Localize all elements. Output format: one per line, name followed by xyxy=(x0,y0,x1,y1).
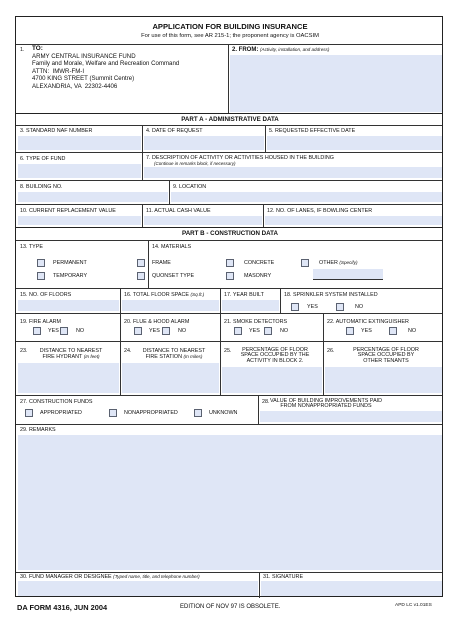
other-label-text: OTHER xyxy=(319,260,338,266)
from-hint: (Activity, installation, and address) xyxy=(260,47,330,52)
nonappropriated-label: NONAPPROPRIATED xyxy=(124,410,178,416)
f26-text: PERCENTAGE OF FLOOR SPACE OCCUPIED BY OTHER TENANTS xyxy=(353,347,419,364)
f22-yes-label: YES xyxy=(361,328,372,334)
f16-label-text: 16. TOTAL FLOOR SPACE xyxy=(124,292,190,298)
f22-yes-checkbox[interactable] xyxy=(346,327,354,335)
f6-label: 6. TYPE OF FUND xyxy=(20,156,66,162)
f19-no-label: NO xyxy=(76,328,85,334)
f26-field[interactable] xyxy=(325,367,442,393)
f31-label: 31. SIGNATURE xyxy=(263,574,304,580)
nonappropriated-checkbox[interactable] xyxy=(109,409,117,417)
signature-field[interactable] xyxy=(261,581,442,596)
f13-label: 13. TYPE xyxy=(20,244,43,250)
concrete-label: CONCRETE xyxy=(244,260,275,266)
f30-hint: (Typed name, title, and telephone number) xyxy=(113,574,200,579)
f19-yes-label: YES xyxy=(48,328,59,334)
f7-label: 7. DESCRIPTION OF ACTIVITY OR ACTIVITIES HOUSED IN THE BUILDING xyxy=(146,155,334,161)
f9-field[interactable] xyxy=(171,192,442,202)
f19-no-checkbox[interactable] xyxy=(60,327,68,335)
f28-text: VALUE OF BUILDING IMPROVEMENTS PAID FROM NONAPPROPRIATED FUNDS xyxy=(269,398,383,410)
f27-label: 27. CONSTRUCTION FUNDS xyxy=(20,399,93,405)
frame-label: FRAME xyxy=(152,260,171,266)
from-label-text: 2. FROM: xyxy=(232,47,259,53)
f7-hint: (Continue in remarks block, if necessary) xyxy=(154,161,236,166)
f5-label: 5. REQUESTED EFFECTIVE DATE xyxy=(269,128,356,134)
f10-field[interactable] xyxy=(18,216,141,225)
part-a-heading: PART A - ADMINISTRATIVE DATA xyxy=(181,116,279,123)
unknown-checkbox[interactable] xyxy=(194,409,202,417)
f3-label: 3. STANDARD NAF NUMBER xyxy=(20,128,93,134)
f11-field[interactable] xyxy=(144,216,262,225)
f19-yes-checkbox[interactable] xyxy=(33,327,41,335)
f18-no-label: NO xyxy=(355,304,364,310)
permanent-label: PERMANENT xyxy=(53,260,87,266)
other-hint: (Specify) xyxy=(339,260,358,265)
edition-note: EDITION OF NOV 97 IS OBSOLETE. xyxy=(180,604,281,610)
from-label xyxy=(232,47,329,53)
f21-no-label: NO xyxy=(280,328,289,334)
to-number: 1. xyxy=(20,47,25,53)
concrete-checkbox[interactable] xyxy=(226,259,234,267)
permanent-checkbox[interactable] xyxy=(37,259,45,267)
f20-yes-checkbox[interactable] xyxy=(134,327,142,335)
f20-yes-label: YES xyxy=(149,328,160,334)
f15-label: 15. NO. OF FLOORS xyxy=(20,292,72,298)
version-note: APD LC v1.01ES xyxy=(395,603,432,608)
f20-no-checkbox[interactable] xyxy=(162,327,170,335)
f24-line2 xyxy=(128,354,220,360)
to-label: TO: xyxy=(32,45,43,52)
f16-field[interactable] xyxy=(122,300,219,311)
f4-field[interactable] xyxy=(144,136,264,150)
part-b-heading: PART B - CONSTRUCTION DATA xyxy=(182,230,278,237)
other-label xyxy=(319,260,358,266)
f21-yes-checkbox[interactable] xyxy=(234,327,242,335)
f12-field[interactable] xyxy=(265,216,442,225)
quonset-checkbox[interactable] xyxy=(137,272,145,280)
f25-field[interactable] xyxy=(222,367,322,393)
f9-label: 9. LOCATION xyxy=(173,184,207,190)
appropriated-label: APPROPRIATED xyxy=(40,410,82,416)
f21-label: 21. SMOKE DETECTORS xyxy=(224,319,288,325)
f11-label: 11. ACTUAL CASH VALUE xyxy=(146,208,211,214)
form-id: DA FORM 4316, JUN 2004 xyxy=(17,603,108,612)
quonset-label: QUONSET TYPE xyxy=(152,273,195,279)
f17-label: 17. YEAR BUILT xyxy=(224,292,264,298)
f8-field[interactable] xyxy=(18,192,168,202)
masonry-label: MASONRY xyxy=(244,273,272,279)
f22-label: 22. AUTOMATIC EXTINGUISHER xyxy=(327,319,409,325)
f18-label: 18. SPRINKLER SYSTEM INSTALLED xyxy=(284,292,378,298)
f30-label xyxy=(20,574,200,580)
f24-line1: DISTANCE TO NEAREST xyxy=(142,348,206,354)
unknown-label: UNKNOWN xyxy=(209,410,238,416)
other-specify-field[interactable] xyxy=(313,269,383,280)
f24-num: 24. xyxy=(124,348,132,354)
f16-hint: (Sq.ft.) xyxy=(190,292,205,297)
f28-field[interactable] xyxy=(260,411,442,422)
f29-label: 29. REMARKS xyxy=(20,427,56,433)
f5-field[interactable] xyxy=(267,136,442,150)
other-checkbox[interactable] xyxy=(301,259,309,267)
f25-text: PERCENTAGE OF FLOOR SPACE OCCUPIED BY THE ACTIVITY IN BLOCK 2. xyxy=(240,347,310,364)
remarks-field[interactable] xyxy=(18,435,442,570)
f23-hint: (In feet) xyxy=(83,354,100,359)
appropriated-checkbox[interactable] xyxy=(25,409,33,417)
f10-label: 10. CURRENT REPLACEMENT VALUE xyxy=(20,208,116,214)
f25-num: 25. xyxy=(224,348,232,354)
masonry-checkbox[interactable] xyxy=(226,272,234,280)
f18-no-checkbox[interactable] xyxy=(336,303,344,311)
f21-yes-label: YES xyxy=(249,328,260,334)
f30-field[interactable] xyxy=(18,581,258,596)
f20-no-label: NO xyxy=(178,328,187,334)
from-field[interactable] xyxy=(230,55,442,112)
f15-field[interactable] xyxy=(18,300,119,311)
f23-line2 xyxy=(24,354,118,360)
f6-field[interactable] xyxy=(18,164,141,178)
f14-label: 14. MATERIALS xyxy=(152,244,192,250)
to-address: ARMY CENTRAL INSURANCE FUND Family and Morale, Welfare and Recreation Command ATTN: IMWR-FM-I 4700 KING STREET (Summit Centre) ALEXANDRIA, VA 22302-4406 xyxy=(32,53,180,90)
f16-label xyxy=(124,292,204,298)
f18-yes-label: YES xyxy=(307,304,318,310)
f30-label-text: 30. FUND MANAGER OR DESIGNEE xyxy=(20,574,112,580)
f3-field[interactable] xyxy=(18,136,141,150)
f20-label: 20. FLUE & HOOD ALARM xyxy=(124,319,190,325)
f28-num: 28. xyxy=(262,399,270,405)
f24-line2-text: FIRE STATION xyxy=(145,354,182,360)
f24-hint: (In miles) xyxy=(183,354,203,359)
f26-num: 26. xyxy=(327,348,335,354)
temporary-label: TEMPORARY xyxy=(53,273,88,279)
f24-field[interactable] xyxy=(122,363,219,393)
f23-field[interactable] xyxy=(18,363,119,393)
f23-line2-text: FIRE HYDRANT xyxy=(42,354,83,360)
temporary-checkbox[interactable] xyxy=(37,272,45,280)
f4-label: 4. DATE OF REQUEST xyxy=(146,128,203,134)
f17-field[interactable] xyxy=(222,300,279,311)
f18-yes-checkbox[interactable] xyxy=(291,303,299,311)
f23-num: 23. xyxy=(20,348,28,354)
f12-label: 12. NO. OF LANES, IF BOWLING CENTER xyxy=(267,208,373,214)
frame-checkbox[interactable] xyxy=(137,259,145,267)
f8-label: 8. BUILDING NO. xyxy=(20,184,63,190)
f22-no-label: NO xyxy=(408,328,417,334)
f21-no-checkbox[interactable] xyxy=(264,327,272,335)
form-title: APPLICATION FOR BUILDING INSURANCE xyxy=(152,22,308,31)
form-frame xyxy=(15,16,443,597)
f23-line1: DISTANCE TO NEAREST xyxy=(39,348,103,354)
f19-label: 19. FIRE ALARM xyxy=(20,319,62,325)
f22-no-checkbox[interactable] xyxy=(389,327,397,335)
form-subtitle: For use of this form, see AR 215-1; the proponent agency is OACSIM xyxy=(141,33,319,39)
f7-field[interactable] xyxy=(144,167,442,178)
